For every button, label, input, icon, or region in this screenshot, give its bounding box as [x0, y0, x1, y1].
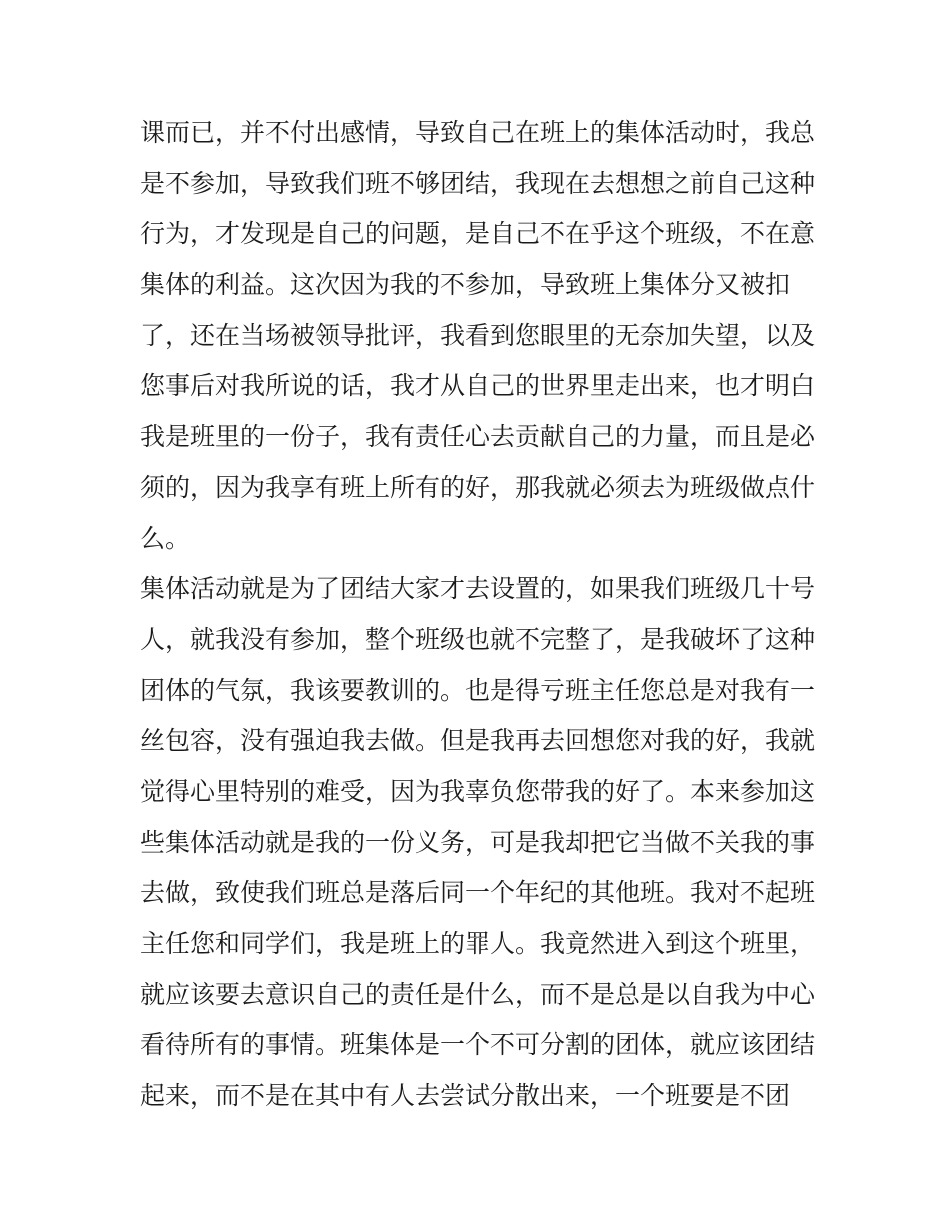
text-line: 须的，因为我享有班上所有的好，那我就必须去为班级做点什 [140, 472, 816, 502]
text-line: 就应该要去意识自己的责任是什么，而不是总是以自我为中心 [140, 979, 816, 1009]
text-line: 么。 [140, 523, 191, 553]
text-line: 人，就我没有参加，整个班级也就不完整了，是我破坏了这种 [140, 624, 816, 654]
text-line: 丝包容，没有强迫我去做。但是我再去回想您对我的好，我就 [140, 726, 816, 756]
body-text [140, 108, 820, 1122]
text-line: 是不参加，导致我们班不够团结，我现在去想想之前自己这种 [140, 168, 816, 198]
text-line: 些集体活动就是我的一份义务，可是我却把它当做不关我的事 [140, 827, 816, 857]
text-line: 行为，才发现是自己的问题，是自己不在乎这个班级，不在意 [140, 219, 816, 249]
text-line: 团体的气氛，我该要教训的。也是得亏班主任您总是对我有一 [140, 675, 816, 705]
text-line: 您事后对我所说的话，我才从自己的世界里走出来，也才明白 [140, 371, 816, 401]
text-line: 课而已，并不付出感情，导致自己在班上的集体活动时，我总 [140, 118, 816, 147]
text-line: 集体的利益。这次因为我的不参加，导致班上集体分又被扣 [140, 270, 791, 300]
text-line: 觉得心里特别的难受，因为我辜负您带我的好了。本来参加这 [140, 776, 816, 806]
text-line: 集体活动就是为了团结大家才去设置的，如果我们班级几十号 [140, 574, 816, 604]
text-line: 去做，致使我们班总是落后同一个年纪的其他班。我对不起班 [140, 878, 816, 908]
text-line: 看待所有的事情。班集体是一个不可分割的团体，就应该团结 [140, 1030, 816, 1060]
text-line: 主任您和同学们，我是班上的罪人。我竟然进入到这个班里， [140, 929, 816, 958]
text-line: 起来，而不是在其中有人去尝试分散出来，一个班要是不团 [140, 1081, 791, 1111]
text-line: 我是班里的一份子，我有责任心去贡献自己的力量，而且是必 [140, 422, 816, 452]
text-line: 了，还在当场被领导批评，我看到您眼里的无奈加失望，以及 [140, 320, 816, 350]
